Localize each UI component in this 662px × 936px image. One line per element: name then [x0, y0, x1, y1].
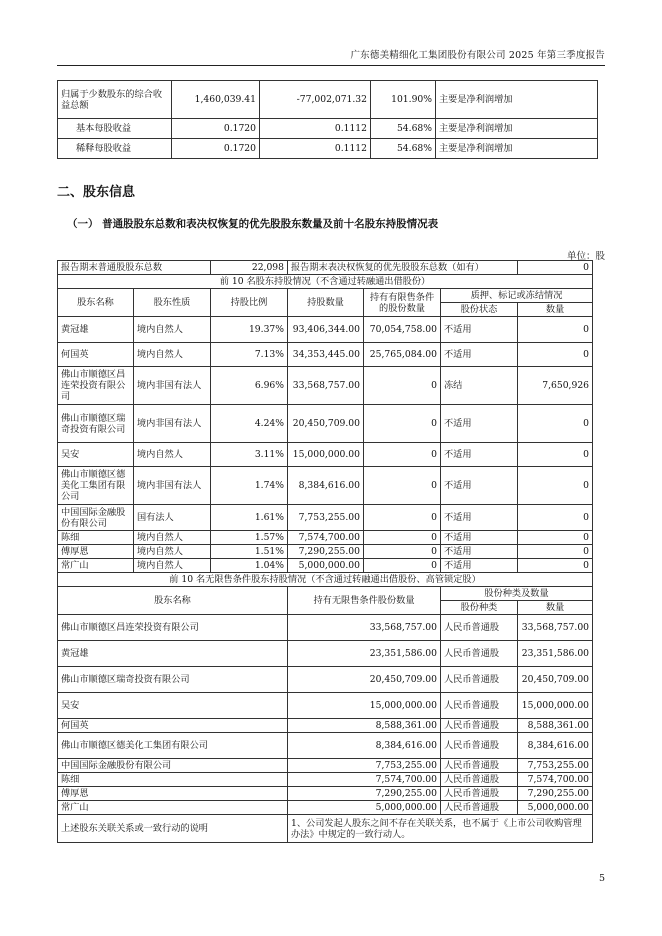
- row-label: 基本每股收益: [58, 119, 172, 139]
- financial-row: [58, 139, 598, 159]
- share-status: 不适用: [441, 531, 518, 545]
- share-kind: 人民币普通股: [441, 759, 518, 773]
- related-label: 上述股东关联关系或一致行动的说明: [58, 815, 288, 843]
- restricted-qty: 0: [364, 467, 441, 505]
- share-kind-count: 23,351,586.00: [518, 641, 593, 667]
- share-kind: 人民币普通股: [441, 801, 518, 815]
- share-status: 不适用: [441, 443, 518, 467]
- unres-shareholder-name: 傅厚恩: [58, 787, 288, 801]
- share-kind-count: 33,568,757.00: [518, 615, 593, 641]
- unres-shareholder-name: 佛山市顺德区瑞奇投资有限公司: [58, 667, 288, 693]
- pledged-count: 0: [518, 317, 593, 343]
- share-status: 不适用: [441, 545, 518, 559]
- summary-label-1: 报告期末普通股股东总数: [58, 261, 211, 275]
- prior-value: 0.1112: [260, 119, 371, 139]
- shareholder-name: 何国英: [58, 343, 134, 367]
- unres-qty: 7,290,255.00: [288, 787, 441, 801]
- section-title: 二、股东信息: [57, 185, 136, 200]
- shareholder-name: 陈细: [58, 531, 134, 545]
- shareholder-table: [57, 260, 593, 843]
- shareholder-row: [58, 367, 593, 405]
- restricted-qty: 0: [364, 545, 441, 559]
- unrestricted-row: [58, 667, 593, 693]
- shareholding-qty: 7,753,255.00: [288, 505, 364, 531]
- share-kind: 人民币普通股: [441, 733, 518, 759]
- unres-shareholder-name: 何国英: [58, 719, 288, 733]
- header-divider: [57, 65, 605, 66]
- share-kind: 人民币普通股: [441, 615, 518, 641]
- header-ratio: 持股比例: [211, 289, 288, 317]
- header-count: 数量: [518, 303, 593, 317]
- unrestricted-row: [58, 773, 593, 787]
- current-value: 0.1720: [172, 139, 260, 159]
- row-label: 稀释每股收益: [58, 139, 172, 159]
- unres-qty: 33,568,757.00: [288, 615, 441, 641]
- shareholder-name: 吴安: [58, 443, 134, 467]
- unres-shareholder-name: 佛山市顺德区昌连荣投资有限公司: [58, 615, 288, 641]
- unres-header-kind: 股份种类: [441, 601, 518, 615]
- share-kind: 人民币普通股: [441, 693, 518, 719]
- shareholder-row: [58, 317, 593, 343]
- shareholder-row: [58, 505, 593, 531]
- shareholding-ratio: 1.74%: [211, 467, 288, 505]
- unres-qty: 8,384,616.00: [288, 733, 441, 759]
- shareholder-nature: 境内自然人: [134, 531, 211, 545]
- restricted-qty: 25,765,084.00: [364, 343, 441, 367]
- share-status: 不适用: [441, 405, 518, 443]
- shareholder-row: [58, 559, 593, 573]
- share-kind: 人民币普通股: [441, 787, 518, 801]
- unres-header-count: 数量: [518, 601, 593, 615]
- unres-qty: 8,588,361.00: [288, 719, 441, 733]
- header-status: 股份状态: [441, 303, 518, 317]
- header-qty: 持股数量: [288, 289, 364, 317]
- unres-shareholder-name: 佛山市顺德区德美化工集团有限公司: [58, 733, 288, 759]
- summary-label-2: 报告期末表决权恢复的优先股股东总数（如有）: [288, 261, 518, 275]
- unres-qty: 15,000,000.00: [288, 693, 441, 719]
- related-text: 1、公司发起人股东之间不存在关联关系，也不属于《上市公司收购管理办法》中规定的一致行动人。: [288, 815, 593, 843]
- current-value: 0.1720: [172, 119, 260, 139]
- shareholder-name: 傅厚恩: [58, 545, 134, 559]
- financial-change-table: [57, 80, 598, 159]
- unres-header-kind-count: 股份种类及数量: [441, 587, 593, 601]
- unrestricted-row: [58, 719, 593, 733]
- unres-shareholder-name: 陈细: [58, 773, 288, 787]
- unrestricted-row: [58, 615, 593, 641]
- change-reason: 主要是净利润增加: [436, 81, 598, 119]
- unrestricted-row: [58, 733, 593, 759]
- shareholding-ratio: 1.04%: [211, 559, 288, 573]
- pledged-count: 0: [518, 559, 593, 573]
- unrestricted-row: [58, 759, 593, 773]
- shareholder-row: [58, 443, 593, 467]
- shareholder-name: 佛山市顺德区昌连荣投资有限公司: [58, 367, 134, 405]
- header-restricted: 持有有限售条件的股份数量: [364, 289, 441, 317]
- share-kind-count: 8,384,616.00: [518, 733, 593, 759]
- shareholding-qty: 8,384,616.00: [288, 467, 364, 505]
- restricted-qty: 0: [364, 531, 441, 545]
- unrestricted-row: [58, 693, 593, 719]
- summary-value-1: 22,098: [211, 261, 288, 275]
- restricted-qty: 0: [364, 367, 441, 405]
- shareholder-name: 佛山市顺德区瑞奇投资有限公司: [58, 405, 134, 443]
- shareholding-ratio: 6.96%: [211, 367, 288, 405]
- unres-shareholder-name: 黄冠雄: [58, 641, 288, 667]
- shareholder-name: 佛山市顺德区德美化工集团有限公司: [58, 467, 134, 505]
- shareholder-nature: 境内自然人: [134, 343, 211, 367]
- unit-label: 单位：股: [566, 251, 605, 262]
- shareholding-qty: 15,000,000.00: [288, 443, 364, 467]
- shareholder-nature: 境内自然人: [134, 443, 211, 467]
- shareholding-qty: 34,353,445.00: [288, 343, 364, 367]
- unres-header-qty: 持有无限售条件股份数量: [288, 587, 441, 615]
- shareholder-row: [58, 545, 593, 559]
- share-status: 不适用: [441, 343, 518, 367]
- share-kind-count: 7,753,255.00: [518, 759, 593, 773]
- pledged-count: 7,650,926: [518, 367, 593, 405]
- shareholder-name: 中国国际金融股份有限公司: [58, 505, 134, 531]
- restricted-qty: 70,054,758.00: [364, 317, 441, 343]
- shareholder-nature: 境内非国有法人: [134, 405, 211, 443]
- share-status: 不适用: [441, 317, 518, 343]
- unrestricted-row: [58, 787, 593, 801]
- shareholder-name: 常广山: [58, 559, 134, 573]
- pledged-count: 0: [518, 405, 593, 443]
- restricted-qty: 0: [364, 559, 441, 573]
- sub-title: （一） 普通股股东总数和表决权恢复的优先股股东数量及前十名股东持股情况表: [67, 218, 439, 230]
- change-reason: 主要是净利润增加: [436, 139, 598, 159]
- shareholder-row: [58, 343, 593, 367]
- shareholder-nature: 国有法人: [134, 505, 211, 531]
- financial-row: [58, 81, 598, 119]
- shareholding-qty: 93,406,344.00: [288, 317, 364, 343]
- shareholding-qty: 20,450,709.00: [288, 405, 364, 443]
- summary-value-2: 0: [518, 261, 593, 275]
- row-label: 归属于少数股东的综合收益总额: [58, 81, 172, 119]
- shareholding-ratio: 3.11%: [211, 443, 288, 467]
- share-kind-count: 7,574,700.00: [518, 773, 593, 787]
- share-status: 不适用: [441, 559, 518, 573]
- shareholder-nature: 境内非国有法人: [134, 367, 211, 405]
- shareholder-nature: 境内自然人: [134, 559, 211, 573]
- share-kind-count: 15,000,000.00: [518, 693, 593, 719]
- shareholding-qty: 7,574,700.00: [288, 531, 364, 545]
- header-nature: 股东性质: [134, 289, 211, 317]
- share-status: 不适用: [441, 467, 518, 505]
- shareholder-row: [58, 405, 593, 443]
- change-pct: 54.68%: [371, 119, 436, 139]
- share-kind: 人民币普通股: [441, 773, 518, 787]
- restricted-qty: 0: [364, 505, 441, 531]
- shareholding-ratio: 1.61%: [211, 505, 288, 531]
- unres-qty: 23,351,586.00: [288, 641, 441, 667]
- shareholding-ratio: 7.13%: [211, 343, 288, 367]
- share-kind-count: 8,588,361.00: [518, 719, 593, 733]
- share-kind-count: 7,290,255.00: [518, 787, 593, 801]
- change-pct: 54.68%: [371, 139, 436, 159]
- unrestricted-row: [58, 641, 593, 667]
- unres-qty: 7,574,700.00: [288, 773, 441, 787]
- prior-value: 0.1112: [260, 139, 371, 159]
- unres-shareholder-name: 常广山: [58, 801, 288, 815]
- change-pct: 101.90%: [371, 81, 436, 119]
- unrestricted-row: [58, 801, 593, 815]
- share-kind: 人民币普通股: [441, 719, 518, 733]
- shareholding-ratio: 19.37%: [211, 317, 288, 343]
- header-name: 股东名称: [58, 289, 134, 317]
- page-number: 5: [598, 873, 605, 884]
- shareholding-ratio: 1.57%: [211, 531, 288, 545]
- share-status: 不适用: [441, 505, 518, 531]
- share-kind-count: 5,000,000.00: [518, 801, 593, 815]
- unres-qty: 7,753,255.00: [288, 759, 441, 773]
- shareholder-nature: 境内非国有法人: [134, 467, 211, 505]
- pledged-count: 0: [518, 505, 593, 531]
- shareholding-ratio: 4.24%: [211, 405, 288, 443]
- shareholder-row: [58, 531, 593, 545]
- unrestricted-title: 前 10 名无限售条件股东持股情况（不含通过转融通出借股份、高管锁定股）: [58, 573, 593, 587]
- pledged-count: 0: [518, 467, 593, 505]
- restricted-qty: 0: [364, 443, 441, 467]
- header-pledge: 质押、标记或冻结情况: [441, 289, 593, 303]
- restricted-qty: 0: [364, 405, 441, 443]
- shareholder-row: [58, 467, 593, 505]
- shareholder-nature: 境内自然人: [134, 545, 211, 559]
- share-kind-count: 20,450,709.00: [518, 667, 593, 693]
- shareholding-qty: 33,568,757.00: [288, 367, 364, 405]
- pledged-count: 0: [518, 531, 593, 545]
- unres-header-name: 股东名称: [58, 587, 288, 615]
- shareholding-ratio: 1.51%: [211, 545, 288, 559]
- prior-value: -77,002,071.32: [260, 81, 371, 119]
- financial-row: [58, 119, 598, 139]
- shareholding-qty: 5,000,000.00: [288, 559, 364, 573]
- unres-shareholder-name: 吴安: [58, 693, 288, 719]
- change-reason: 主要是净利润增加: [436, 119, 598, 139]
- pledged-count: 0: [518, 545, 593, 559]
- top10-title: 前 10 名股东持股情况（不含通过转融通出借股份）: [58, 275, 593, 289]
- unres-shareholder-name: 中国国际金融股份有限公司: [58, 759, 288, 773]
- shareholding-qty: 7,290,255.00: [288, 545, 364, 559]
- share-kind: 人民币普通股: [441, 667, 518, 693]
- shareholder-name: 黄冠雄: [58, 317, 134, 343]
- shareholder-nature: 境内自然人: [134, 317, 211, 343]
- unres-qty: 5,000,000.00: [288, 801, 441, 815]
- current-value: 1,460,039.41: [172, 81, 260, 119]
- page-header: 广东德美精细化工集团股份有限公司 2025 年第三季度报告: [350, 50, 605, 61]
- unres-qty: 20,450,709.00: [288, 667, 441, 693]
- pledged-count: 0: [518, 443, 593, 467]
- pledged-count: 0: [518, 343, 593, 367]
- share-status: 冻结: [441, 367, 518, 405]
- share-kind: 人民币普通股: [441, 641, 518, 667]
